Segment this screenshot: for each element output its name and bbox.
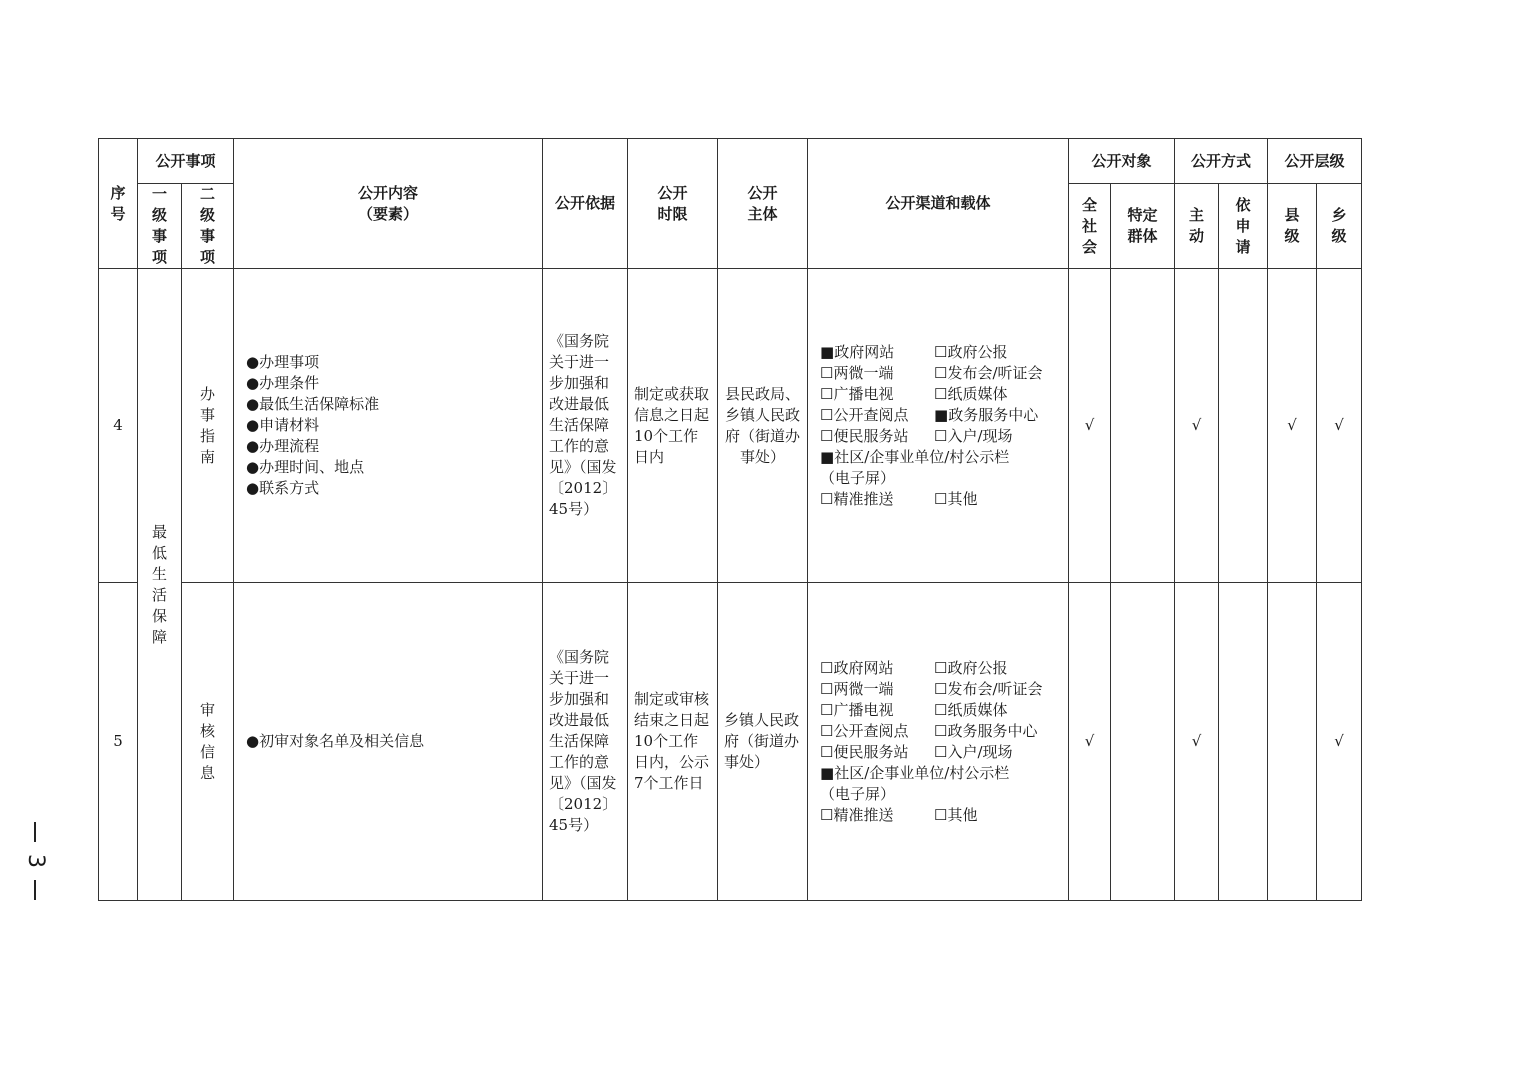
disclosure-table-container	[98, 138, 1361, 902]
row-channels: ■政府网站 ☐政府公报 ☐两微一端 ☐发布会/听证会 ☐广播电视 ☐纸质媒体 ☐公开查阅点 ■政务服务中心 ☐便民服务站 ☐入户/现场 ■社区/企事业单位/村公示栏 （电子屏） ☐精准推送 ☐其他	[808, 269, 1069, 583]
row-time-limit: 制定或审核结束之日起10个工作日内，公示7个工作日	[628, 583, 718, 901]
header-level2: 二级事项	[182, 184, 234, 269]
row-audience-specific	[1111, 269, 1175, 583]
row-seq: 4	[99, 269, 138, 583]
header-subject: 公开主体	[718, 139, 808, 269]
header-audience-specific: 特定群体	[1111, 184, 1175, 269]
content-item: ●办理时间、地点	[246, 458, 365, 476]
header-time-limit: 公开时限	[628, 139, 718, 269]
content-item: ●申请材料	[246, 416, 320, 434]
row-level-township: √	[1317, 583, 1362, 901]
row-content	[234, 583, 543, 901]
row-level2: 办事指南	[182, 269, 234, 583]
content-item: ●办理流程	[246, 437, 320, 455]
header-method-group: 公开方式	[1175, 139, 1268, 184]
header-channels: 公开渠道和载体	[808, 139, 1069, 269]
header-method-request: 依申请	[1219, 184, 1268, 269]
row-method-active: √	[1175, 269, 1219, 583]
header-row-1	[99, 139, 1362, 184]
row-time-limit: 制定或获取信息之日起10个工作日内	[628, 269, 718, 583]
row-level-county: √	[1268, 269, 1317, 583]
row-level-county	[1268, 583, 1317, 901]
content-item: ●办理事项	[246, 353, 320, 371]
row-level2: 审核信息	[182, 583, 234, 901]
content-item: ●联系方式	[246, 479, 320, 497]
header-level1: 一级事项	[138, 184, 182, 269]
row-level-township: √	[1317, 269, 1362, 583]
row-basis: 《国务院关于进一步加强和改进最低生活保障工作的意见》（国发〔2012〕45号）	[543, 583, 628, 901]
row-audience-specific	[1111, 583, 1175, 901]
level1-item-cell: 最低生活保障	[138, 269, 182, 901]
content-item: ●办理条件	[246, 374, 320, 392]
disclosure-table	[98, 138, 1362, 901]
header-item-group: 公开事项	[138, 139, 234, 184]
row-channels: ☐政府网站 ☐政府公报 ☐两微一端 ☐发布会/听证会 ☐广播电视 ☐纸质媒体 ☐公开查阅点 ☐政务服务中心 ☐便民服务站 ☐入户/现场 ■社区/企事业单位/村公示栏 （电子屏） ☐精准推送 ☐其他	[808, 583, 1069, 901]
table-row	[99, 583, 1362, 901]
content-item: ●初审对象名单及相关信息	[246, 732, 425, 750]
row-seq: 5	[99, 583, 138, 901]
row-method-active: √	[1175, 583, 1219, 901]
header-content: 公开内容 （要素）	[234, 139, 543, 269]
content-item: ●最低生活保障标准	[246, 395, 380, 413]
row-method-request	[1219, 269, 1268, 583]
header-method-active: 主动	[1175, 184, 1219, 269]
row-method-request	[1219, 583, 1268, 901]
page-number: 3	[22, 822, 48, 912]
row-audience-all: √	[1069, 269, 1111, 583]
table-row	[99, 269, 1362, 583]
row-subject: 乡镇人民政府（街道办事处）	[718, 583, 808, 901]
row-basis: 《国务院关于进一步加强和改进最低生活保障工作的意见》（国发〔2012〕45号）	[543, 269, 628, 583]
row-content	[234, 269, 543, 583]
header-seq: 序号	[99, 139, 138, 269]
header-audience-all: 全社会	[1069, 184, 1111, 269]
row-audience-all: √	[1069, 583, 1111, 901]
header-level-township: 乡级	[1317, 184, 1362, 269]
header-level-group: 公开层级	[1268, 139, 1362, 184]
header-level-county: 县级	[1268, 184, 1317, 269]
row-subject: 县民政局、乡镇人民政府（街道办事处）	[718, 269, 808, 583]
header-basis: 公开依据	[543, 139, 628, 269]
header-audience-group: 公开对象	[1069, 139, 1175, 184]
